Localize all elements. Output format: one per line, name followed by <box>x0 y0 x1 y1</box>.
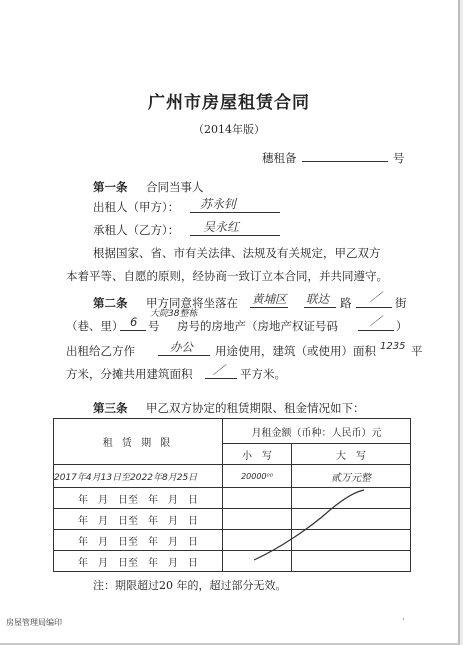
article1-heading-text: 合同当事人 <box>146 180 204 194</box>
table-row <box>54 465 411 488</box>
row-small: 20000⁰⁰ <box>223 465 292 488</box>
road-line <box>304 307 336 308</box>
usage-line <box>158 355 210 356</box>
header-big: 大 写 <box>292 444 411 465</box>
row-period: 年 月 日至 年 月 日 <box>54 551 223 572</box>
article3-heading: 第三条 <box>93 401 128 415</box>
article3-heading-text: 甲乙双方协定的租赁期限、租金情况如下： <box>146 401 365 415</box>
text-cert: 房号的房地产（房地产权证号码 <box>177 319 338 333</box>
text-rent-to: 出租给乙方作 <box>66 344 135 358</box>
text-line3: 方米，分摊共用建筑面积 <box>66 367 193 381</box>
lessee-label: 承租人（乙方）： <box>93 223 180 237</box>
text-paren: ） <box>396 319 408 333</box>
cert-mark: ／ <box>370 314 382 328</box>
lane-line <box>120 330 146 331</box>
lessor-label: 出租人（甲方）： <box>93 200 180 214</box>
street-line <box>356 307 392 308</box>
text-street: 街 <box>395 296 407 310</box>
lane-number: 6 <box>130 315 138 329</box>
record-label: 穗租备 <box>262 151 297 165</box>
header-small: 小 写 <box>223 444 292 465</box>
road: 联达 <box>306 292 329 306</box>
article2-text-a: 甲方同意将坐落在 <box>146 296 238 310</box>
text-area-unit: 平 <box>411 344 423 358</box>
row-period: 年 月 日至 年 月 日 <box>54 530 223 551</box>
cert-line <box>358 330 394 331</box>
header-rent: 月租金额（币种：人民币）元 <box>223 419 411 444</box>
district-line <box>250 307 288 308</box>
street-mark: ／ <box>370 290 382 304</box>
text-number: 号 <box>148 319 160 333</box>
row-period: 2017年4月13日至2022年8月25日 <box>54 465 223 488</box>
article1-heading: 第一条 <box>93 180 128 194</box>
lessor-line <box>190 212 280 213</box>
text-usage: 用途使用，建筑（或使用）面积 <box>215 344 376 358</box>
footer-mark: · <box>402 615 405 624</box>
record-suffix: 号 <box>393 151 405 165</box>
row-period: 年 月 日至 年 月 日 <box>54 509 223 530</box>
lessee-line <box>190 235 280 236</box>
text-road: 路 <box>340 296 352 310</box>
article2-heading: 第二条 <box>93 296 128 310</box>
area: 1235 <box>380 341 406 352</box>
building-note: 大院38整栋 <box>150 309 198 319</box>
shared-mark: ／ <box>213 363 225 377</box>
document-edition: （2014年版） <box>193 123 265 136</box>
article1-para-line1: 根据国家、省、市有关法律、法规及有关规定，甲乙双方 <box>93 246 381 260</box>
row-period: 年 月 日至 年 月 日 <box>54 488 223 509</box>
text-line3-end: 平方米。 <box>240 367 286 381</box>
shared-area-line <box>205 378 237 379</box>
document-title: 广州市房屋租赁合同 <box>148 93 310 113</box>
article1-para-line2: 本着平等、自愿的原则，经协商一致订立本合同，并共同遵守。 <box>66 269 388 283</box>
usage: 办公 <box>170 340 193 354</box>
publisher-footer: 房屋管理局编印 <box>6 618 62 627</box>
header-period: 租 赁 期 限 <box>54 419 223 465</box>
lessee-name: 吴永红 <box>203 220 240 234</box>
lessor-name: 苏永钊 <box>200 197 237 211</box>
term-note: 注：期限超过20 年的，超过部分无效。 <box>93 579 287 592</box>
record-number-line <box>302 161 388 162</box>
strike-through-mark <box>250 488 370 568</box>
row-big: 贰万元整 <box>292 465 411 488</box>
text-lane: （巷、里） <box>66 319 124 333</box>
district: 黄埔区 <box>252 292 287 306</box>
